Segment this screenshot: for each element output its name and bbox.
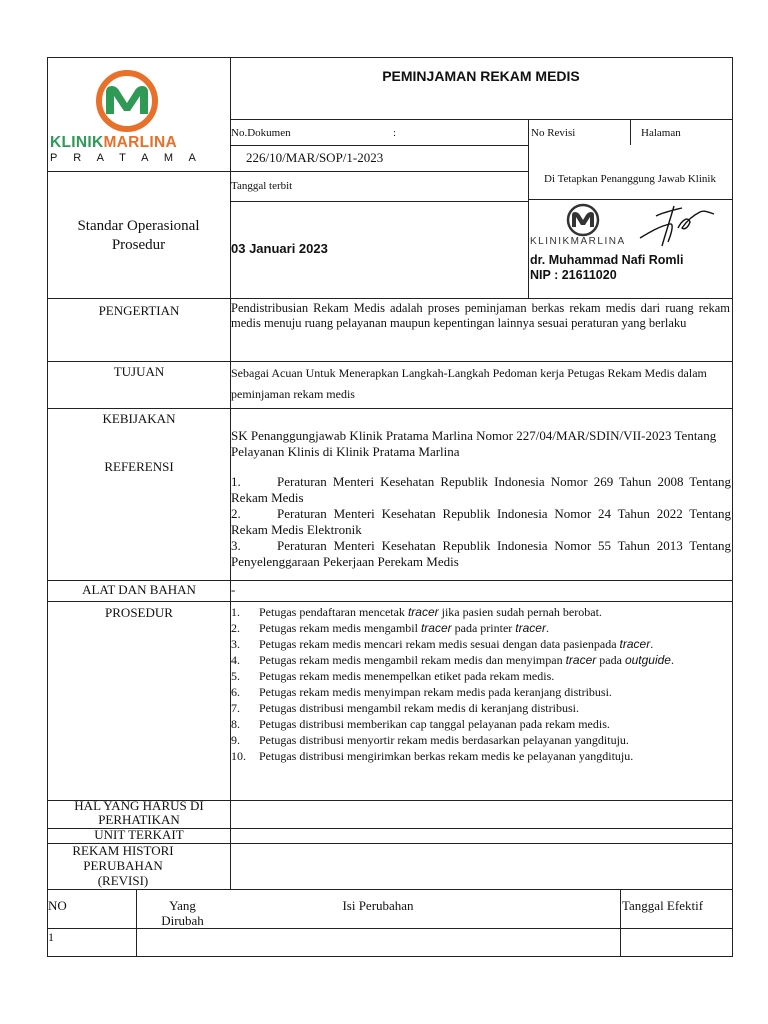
tujuan-text: Sebagai Acuan Untuk Menerapkan Langkah-Langkah Pedoman kerja Petugas Rekam Medis dalam peminjaman rekam medis — [231, 366, 707, 401]
no-dokumen-label: No.Dokumen — [231, 127, 291, 139]
revisi-row-no: 1 — [48, 930, 54, 944]
prosedur-text: pada printer — [451, 621, 516, 635]
pengertian-text: Pendistribusian Rekam Medis adalah proses peminjaman berkas rekam medis dari ruang rekam medis menuju ruang pelayanan maupun kepentingan lainnya sesuai peraturan yang berlaku — [231, 301, 730, 330]
referensi-item — [231, 538, 731, 570]
clinic-logo-icon — [90, 70, 164, 132]
prosedur-text: Petugas rekam medis mengambil — [259, 621, 421, 635]
kebijakan-label: KEBIJAKAN — [102, 411, 176, 426]
referensi-num: 3. — [231, 538, 241, 553]
clinic-sub: P R A T A M A — [50, 152, 203, 164]
prosedur-item — [231, 684, 729, 700]
prosedur-text: Petugas rekam medis menyimpan rekam medis pada keranjang distribusi. — [259, 685, 612, 699]
penetap-name: dr. Muhammad Nafi Romli — [530, 253, 684, 267]
clinic-logo — [48, 62, 228, 170]
prosedur-num: 7. — [231, 701, 240, 715]
alat-value: - — [231, 582, 236, 597]
clinic-name-part1: KLINIK — [50, 134, 104, 151]
prosedur-text: pada — [596, 653, 625, 667]
prosedur-item — [231, 732, 729, 748]
no-dokumen-value: 226/10/MAR/SOP/1-2023 — [246, 150, 384, 165]
prosedur-text: Petugas rekam medis mencari rekam medis sesuai dengan data pasienpada — [259, 637, 620, 651]
prosedur-text: . — [650, 637, 654, 651]
clinic-name-part2: MARLINA — [103, 134, 178, 151]
signature-stamp — [530, 202, 730, 252]
no-dokumen-colon: : — [393, 127, 397, 139]
prosedur-text: . — [670, 653, 674, 667]
prosedur-text: . — [545, 621, 549, 635]
unit-terkait-label: UNIT TERKAIT — [94, 827, 184, 842]
tujuan-label: TUJUAN — [113, 364, 165, 379]
document-title: PEMINJAMAN REKAM MEDIS — [382, 68, 580, 84]
tanggal-terbit-value: 03 Januari 2023 — [231, 241, 328, 256]
prosedur-text: Petugas distribusi menyortir rekam medis berdasarkan pelayanan yangdituju. — [259, 733, 629, 747]
prosedur-num: 10. — [231, 749, 246, 763]
referensi-item — [231, 506, 731, 538]
prosedur-num: 6. — [231, 685, 240, 699]
revisi-col-tanggal: Tanggal Efektif — [622, 898, 704, 913]
referensi-text: Peraturan Menteri Kesehatan Republik Indonesia Nomor 24 Tahun 2022 Tentang Rekam Medis Elektronik — [231, 506, 731, 537]
tracer-term: tracer — [619, 637, 651, 651]
referensi-label: REFERENSI — [104, 459, 174, 474]
signature-icon — [630, 202, 720, 248]
stamp-text: KLINIKMARLINA — [530, 236, 626, 247]
prosedur-num: 9. — [231, 733, 240, 747]
referensi-num: 1. — [231, 474, 241, 489]
revisi-col-isi: Isi Perubahan — [342, 898, 414, 913]
prosedur-num: 1. — [231, 605, 240, 619]
referensi-list — [231, 474, 731, 570]
prosedur-item — [231, 700, 729, 716]
prosedur-label: PROSEDUR — [105, 605, 173, 620]
prosedur-text: Petugas pendaftaran mencetak — [259, 605, 408, 619]
tracer-term: tracer — [565, 653, 597, 667]
prosedur-num: 2. — [231, 621, 240, 635]
prosedur-text: Petugas distribusi mengambil rekam medis di keranjang distribusi. — [259, 701, 579, 715]
kebijakan-text: SK Penanggungjawab Klinik Pratama Marlina Nomor 227/04/MAR/SDIN/VII-2023 Tentang Pelayanan Klinis di Klinik Pratama Marlina — [231, 428, 717, 459]
tanggal-terbit-label: Tanggal terbit — [231, 180, 293, 192]
tracer-term: tracer — [407, 605, 439, 619]
stamp-logo-icon — [563, 203, 603, 237]
sop-title: Standar Operasional Prosedur — [77, 218, 200, 253]
prosedur-text: Petugas distribusi memberikan cap tanggal pelayanan pada rekam medis. — [259, 717, 610, 731]
prosedur-num: 3. — [231, 637, 240, 651]
prosedur-item — [231, 620, 729, 636]
rekam-histori-label: REKAM HISTORI PERUBAHAN (REVISI) — [72, 843, 174, 888]
prosedur-num: 8. — [231, 717, 240, 731]
tracer-term: tracer — [420, 621, 452, 635]
prosedur-text: Petugas rekam medis mengambil rekam medis dan menyimpan — [259, 653, 566, 667]
prosedur-text: Petugas distribusi mengirimkan berkas rekam medis ke pelayanan yangdituju. — [259, 749, 634, 763]
prosedur-item — [231, 652, 729, 668]
referensi-text: Peraturan Menteri Kesehatan Republik Indonesia Nomor 55 Tahun 2013 Tentang Penyelenggaraan Pekerjaan Perekam Medis — [231, 538, 731, 569]
penetap-nip: NIP : 21611020 — [530, 268, 617, 282]
revisi-col-yang: Yang Dirubah — [161, 898, 204, 928]
prosedur-list — [231, 604, 729, 764]
alat-label: ALAT DAN BAHAN — [82, 582, 196, 597]
penetap-label: Di Tetapkan Penanggung Jawab Klinik — [544, 173, 716, 185]
halaman-label: Halaman — [641, 127, 681, 139]
no-revisi-label: No Revisi — [531, 127, 576, 139]
prosedur-num: 5. — [231, 669, 240, 683]
referensi-item — [231, 474, 731, 506]
revisi-col-no: NO — [48, 898, 67, 913]
prosedur-item — [231, 636, 729, 652]
tracer-term: tracer — [515, 621, 546, 635]
outguide-term: outguide — [624, 653, 671, 667]
prosedur-text: jika pasien sudah pernah berobat. — [438, 605, 602, 619]
prosedur-item — [231, 604, 729, 620]
referensi-num: 2. — [231, 506, 241, 521]
prosedur-num: 4. — [231, 653, 240, 667]
pengertian-label: PENGERTIAN — [98, 303, 180, 318]
prosedur-item — [231, 716, 729, 732]
prosedur-item — [231, 748, 729, 764]
prosedur-text: Petugas rekam medis menempelkan etiket pada rekam medis. — [259, 669, 555, 683]
hal-label: HAL YANG HARUS DI PERHATIKAN — [74, 798, 204, 827]
referensi-text: Peraturan Menteri Kesehatan Republik Indonesia Nomor 269 Tahun 2008 Tentang Rekam Medis — [231, 474, 731, 505]
prosedur-item — [231, 668, 729, 684]
